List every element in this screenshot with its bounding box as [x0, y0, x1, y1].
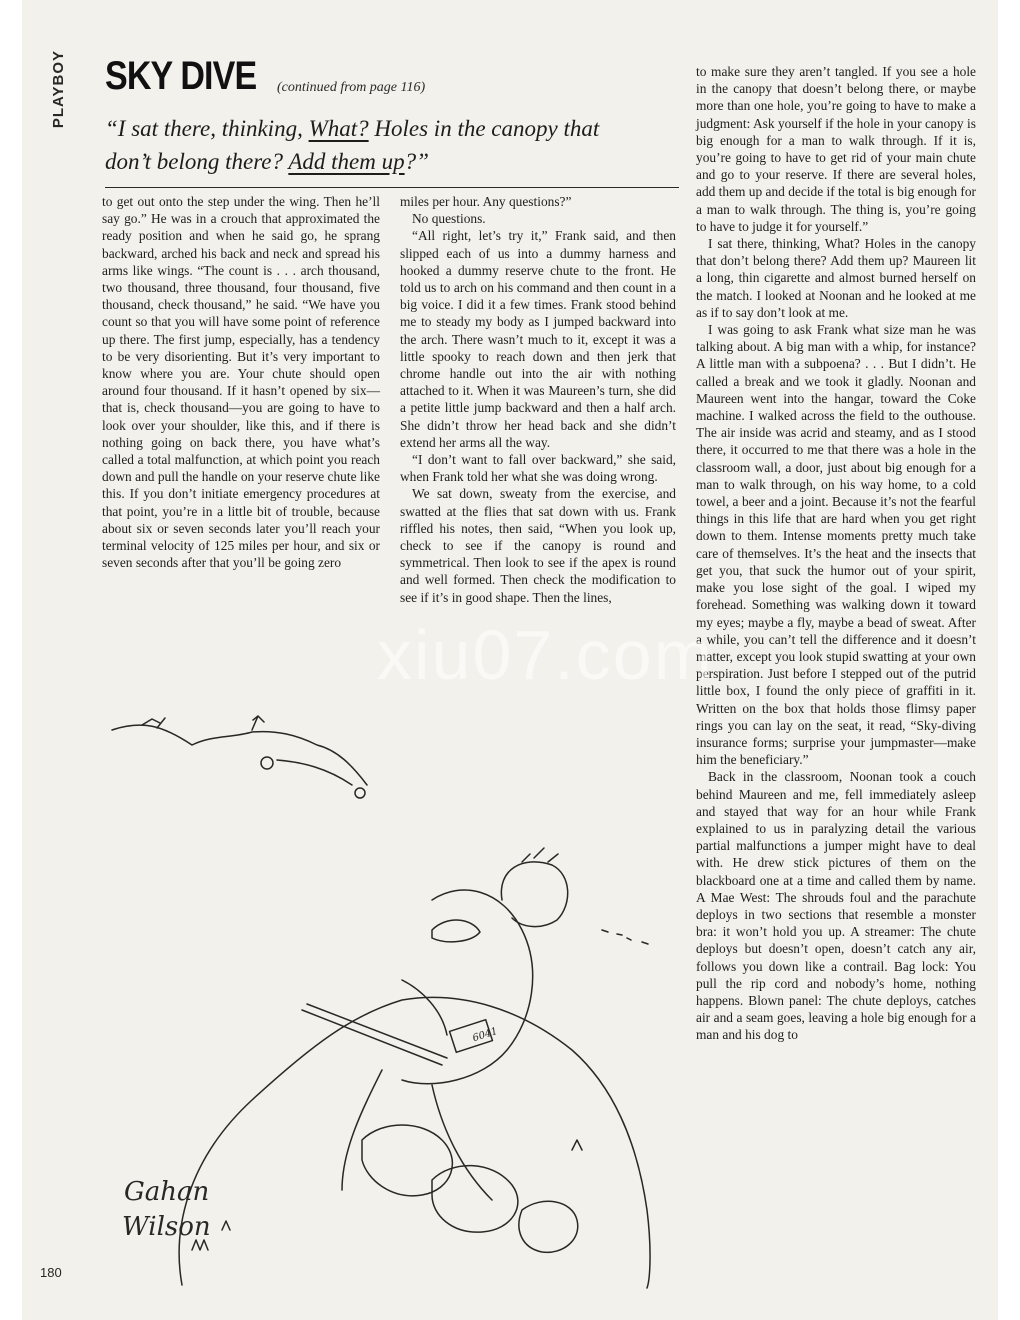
- pull-quote-text: don’t belong there?: [105, 149, 289, 174]
- cartoon-illustration: [102, 690, 662, 1290]
- pull-quote-text: ?”: [404, 149, 429, 174]
- page-number: 180: [40, 1265, 62, 1280]
- pull-quote-text: Holes in the canopy that: [368, 116, 600, 141]
- paragraph: No questions.: [412, 211, 486, 227]
- watermark: xiu07.com: [377, 616, 715, 694]
- flying-debris: [602, 930, 648, 944]
- magazine-name: PLAYBOY: [50, 50, 67, 129]
- shotgun: [302, 1004, 447, 1065]
- paragraph: miles per hour. Any questions?”: [400, 194, 572, 209]
- pull-quote-underlined: What?: [308, 116, 369, 141]
- rock-cluster: [519, 1201, 578, 1252]
- title-rule: [105, 187, 679, 188]
- hillside-lower-line: [277, 760, 352, 785]
- hunter-head: [501, 862, 567, 927]
- pull-quote-text: “I sat there, thinking,: [105, 116, 309, 141]
- grass-tufts: [192, 1140, 582, 1250]
- paragraph: to get out onto the step under the wing. Then he’ll say go.” He was in a crouch that approximated the ready position and when he said go, he sprang backward, arched his back and neck and spread his arms like wings. “The count is . . . arch thousand, two thousand, three thousand, four thousand, five thousand, check thousand,” he said. “We have you count so that you will have some point of reference up there. The first jump, especially, has a tendency to be very disorienting. But it’s very important to know where you are. Your chute should open around four thousand. If it hasn’t opened by six—that is, check thousand—you are going to have to look over your shoulder, like this, and if there is nothing going on back there, you have what’s called a total malfunction, at which point you reach down and pull the handle on your reserve chute like this. If you don’t initiate emergency procedures at that point, you’re in a little bit of trouble, because about six or seven seconds later you’ll reach your terminal velocity of 125 miles per hour, and six or seven seconds after that you’ll be going zero: [102, 194, 380, 571]
- pull-quote: [105, 112, 680, 178]
- artist-signature-last: Wilson: [122, 1212, 211, 1242]
- article-title: SKY DIVE: [105, 54, 257, 98]
- tiny-figure-right: [252, 716, 264, 730]
- rock-cluster: [432, 1166, 518, 1233]
- hillside-line: [112, 725, 367, 785]
- paragraph: Back in the classroom, Noonan took a couch behind Maureen and me, fell immediately asleep and stayed that way for an hour while Frank explained to us in paralyzing detail the various partial malfunctions a jumper might have to deal with. He drew stick pictures of them on the blackboard one at a time and called them by name. A Mae West: The shrouds foul and the parachute deploys in two sections that resemble a monster bra: it won’t hold you up. A streamer: The chute deploys but doesn’t open, doesn’t catch any air, follows you down like a contrail. Bag lock: You pull the rip cord and nobody’s home, nothing happens. Blown panel: The chute deploys, catches air and a seam goes, leaving a hole big enough for a man and his dog to: [696, 769, 976, 1043]
- paragraph: “All right, let’s try it,” Frank said, and then slipped each of us into a dummy harness and hooked a dummy reserve chute to the front. He told us to arch on his command and then count in a big voice. I did it a few times. Frank stood behind me to steady my body as I jumped backward into the arch. There wasn’t much to it, except it was a little spooky to reach down and then jerk that chrome handle out into the air with nothing attached to it. When it was Maureen’s turn, she did a petite little jump backward and then a half arch. She didn’t throw her head back and she didn’t extend her arms all the way.: [400, 228, 676, 450]
- pull-quote-underlined: Add them up: [288, 149, 405, 174]
- hunter-hat: [432, 920, 480, 942]
- paragraph: to make sure they aren’t tangled. If you see a hole in the canopy that doesn’t belong there, or maybe more than one hole, you’re going to have to make a judgment: Ask yourself if the hole in your canopy is big enough for a man to walk through. If it is, you’re going to have to get rid of your main chute and go to your reserve. If there are several holes, add them up and decide if the total is big enough for a man to walk through. The thing is, you’re going to have to judge it for yourself.”: [696, 64, 977, 234]
- hunter-arm: [402, 980, 447, 1035]
- continued-note: (continued from page 116): [277, 80, 426, 95]
- artist-signature-first: Gahan: [124, 1177, 210, 1207]
- tiny-rock: [261, 757, 273, 769]
- text-column-3: [696, 63, 976, 1044]
- pull-quote-line-1: [105, 112, 680, 145]
- paragraph: I was going to ask Frank what size man he was talking about. A big man with a whip, for instance? A little man with a subpoena? . . . But I didn’t. He called a break and we took it gladly. Noonan and Maureen went into the hangar, toward the Coke machine. I walked across the field to the outhouse. The air inside was acrid and steamy, and as I stood there, it occurred to me that there was a hole in the classroom wall, a door, just about big enough for a man to walk through, on his way home, to a cold towel, a beer and a joint. Because it’s not the fearful things in this life that are hard when you get right down to them. Intense moments pretty much take care of themselves. It’s the heat and the insects that get you, that suck the humor out of your spirit, make you lose sight of the goal. I wiped my forehead. Something was walking down it toward my eyes; maybe a fly, maybe a bead of sweat. After a while, you can’t tell the difference and it doesn’t matter, except you look stupid swatting at your own perspiration. Just before I stepped out of the putrid little box, I found the only piece of graffiti in it. Written on the box that holds those flimsy paper rings you can lay on the seat, it read, “Sky-diving insurance forms; surprise your jumpmaster—make him the beneficiary.”: [696, 322, 976, 768]
- ammo-box-label: 6041: [471, 1025, 499, 1045]
- paragraph: I sat there, thinking, What? Holes in the canopy that don’t belong there? Add them up? Maureen lit a long, thin cigarette and almost burned herself on the match. I looked at Noonan and he looked at me as if to say don’t look at me.: [696, 236, 976, 320]
- magazine-page: [22, 0, 998, 1320]
- paragraph: “I don’t want to fall over backward,” she said, when Frank told her what she was doing wrong.: [400, 452, 676, 485]
- hunter-legs: [342, 1070, 492, 1200]
- rock-cluster: [362, 1125, 452, 1196]
- foreground-hill: [179, 997, 650, 1288]
- text-column-1: [102, 193, 380, 571]
- hunter-hair: [522, 848, 558, 862]
- pull-quote-line-2: [105, 145, 680, 178]
- paragraph: We sat down, sweaty from the exercise, and swatted at the flies that sat down with us. Frank riffled his notes, then said, “When you look up, check to see if the canopy is round and symmetrical. Then look to see if the apex is round and well formed. Then check the modification to see if it’s in good shape. Then the lines,: [400, 486, 676, 605]
- tiny-rock: [355, 788, 365, 798]
- text-column-2: [400, 193, 676, 606]
